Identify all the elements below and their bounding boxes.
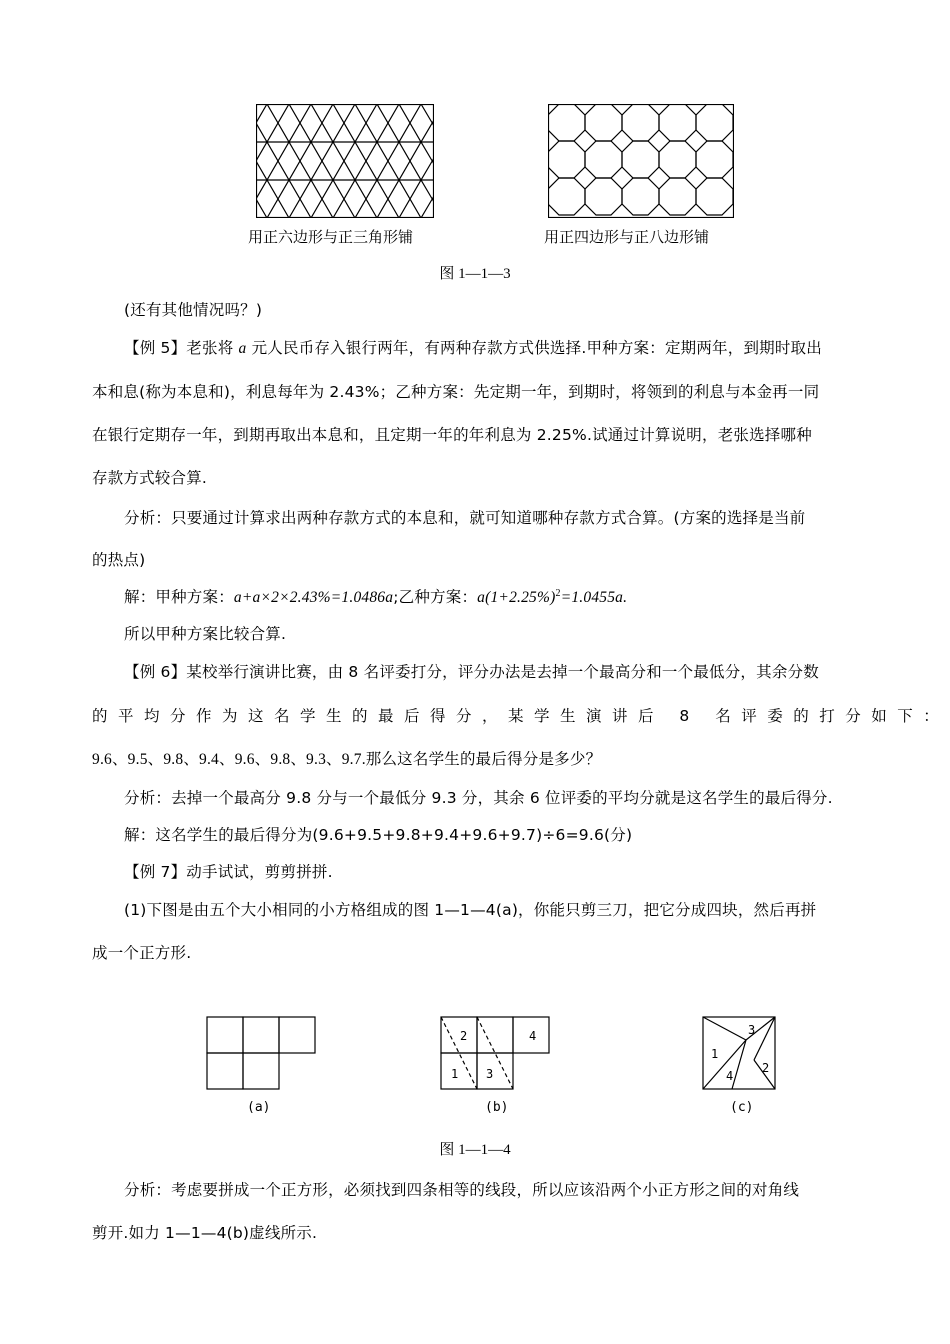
example-6-line-3: 9.6、9.5、9.8、9.4、9.6、9.8、9.3、9.7.那么这名学生的最后得分是多少？ bbox=[92, 751, 602, 768]
caption-b: (b) bbox=[485, 1100, 509, 1115]
caption-a: (a) bbox=[247, 1100, 271, 1115]
figure-c-assembled-square bbox=[702, 1016, 778, 1092]
piece-c-2: 2 bbox=[762, 1061, 770, 1075]
piece-c-1: 1 bbox=[711, 1047, 719, 1061]
figure-a-five-squares bbox=[206, 1016, 318, 1092]
example-6-line-2: 的平均分作为这名学生的最后得分，某学生演讲后 8 名评委的打分如下： bbox=[92, 707, 950, 725]
cut-and-rearrange-figure bbox=[0, 1012, 950, 1122]
example-7-question-line-1: (1)下图是由五个大小相同的小方格组成的图 1—1—4(a)，你能只剪三刀，把它分成四块，然后再拼 bbox=[124, 901, 817, 919]
example-5-line-2: 本和息(称为本息和)，利息每年为 2.43%；乙种方案：先定期一年，到期时，将领到的利息与本金再一同 bbox=[92, 383, 820, 401]
analysis-5-line-2: 的热点) bbox=[92, 551, 146, 569]
example-6-tag: 【例 6】 bbox=[124, 663, 187, 681]
tiling-figure bbox=[0, 100, 950, 250]
example-5-line-4: 存款方式较合算. bbox=[92, 469, 208, 487]
analysis-6: 分析：去掉一个最高分 9.8 分与一个最低分 9.3 分，其余 6 位评委的平均分就是这名学生的最后得分. bbox=[124, 789, 833, 807]
example-6-line-1: 【例 6】某校举行演讲比赛，由 8 名评委打分，评分办法是去掉一个最高分和一个最低分，其余分数 bbox=[124, 663, 819, 681]
example-5-tag: 【例 5】 bbox=[124, 339, 187, 357]
example-7-line-1: 【例 7】动手试试，剪剪拼拼. bbox=[124, 863, 333, 881]
figure-number-1-1-4: 图 1—1—4 bbox=[439, 1142, 511, 1158]
caption-c: (c) bbox=[730, 1100, 754, 1115]
right-tiling-caption: 用正四边形与正八边形铺 bbox=[544, 228, 710, 246]
example-5-line-3: 在银行定期存一年，到期再取出本息和，且定期一年的年利息为 2.25%.试通过计算说明，老张选择哪种 bbox=[92, 426, 812, 444]
example-7-question-line-2: 成一个正方形. bbox=[92, 944, 192, 962]
piece-label-3: 3 bbox=[486, 1067, 494, 1081]
example-5-line-1: 【例 5】老张将 a 元人民币存入银行两年，有两种存款方式供选择.甲种方案：定期两年，到期时取出 bbox=[124, 339, 822, 357]
square-octagon-tiling bbox=[548, 104, 734, 218]
conclusion-5: 所以甲种方案比较合算. bbox=[124, 625, 287, 643]
figure-b-cut-lines bbox=[440, 1016, 552, 1092]
other-cases-question: (还有其他情况吗？) bbox=[124, 301, 263, 319]
example-7-tag: 【例 7】 bbox=[124, 863, 187, 881]
analysis-5-line-1: 分析：只要通过计算求出两种存款方式的本息和，就可知道哪种存款方式合算。(方案的选择是当前 bbox=[124, 509, 806, 527]
analysis-7-line-2: 剪开.如力 1—1—4(b)虚线所示. bbox=[92, 1224, 318, 1242]
piece-label-4: 4 bbox=[529, 1029, 537, 1043]
piece-c-3: 3 bbox=[748, 1023, 756, 1037]
figure-number-1-1-3: 图 1—1—3 bbox=[439, 266, 511, 282]
solution-6: 解：这名学生的最后得分为(9.6+9.5+9.8+9.4+9.6+9.7)÷6=9.6(分) bbox=[124, 826, 633, 844]
solution-5: 解：甲种方案：a+a×2×2.43%=1.0486a;乙种方案：$a(1+2.25\%)^2=1.0455a$. bbox=[124, 587, 628, 606]
analysis-7-line-1: 分析：考虑要拼成一个正方形，必须找到四条相等的线段，所以应该沿两个小正方形之间的对角线 bbox=[124, 1181, 800, 1199]
piece-label-1: 1 bbox=[451, 1067, 459, 1081]
variable-a: a bbox=[238, 340, 247, 357]
piece-c-4: 4 bbox=[726, 1069, 734, 1083]
hexagon-triangle-tiling bbox=[256, 104, 434, 218]
left-tiling-caption: 用正六边形与正三角形铺 bbox=[248, 228, 414, 246]
piece-label-2: 2 bbox=[460, 1029, 468, 1043]
